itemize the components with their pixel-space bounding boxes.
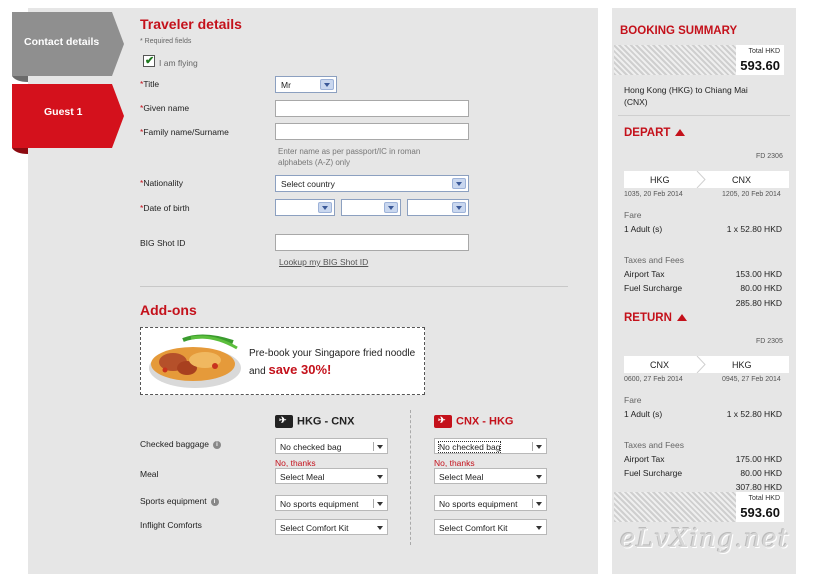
- total-price-bottom: 593.60: [740, 505, 780, 520]
- depart-airport-tax-value: 153.00 HKD: [735, 269, 782, 279]
- comfort-outbound-select[interactable]: Select Comfort Kit: [275, 519, 388, 535]
- return-time: 0600, 27 Feb 2014: [624, 376, 683, 383]
- big-shot-id-input[interactable]: [275, 234, 469, 251]
- arrow-right-icon: [696, 171, 706, 188]
- booking-summary-title: BOOKING SUMMARY: [620, 25, 738, 37]
- return-airport-tax-value: 175.00 HKD: [735, 454, 782, 464]
- return-fuel-label: Fuel Surcharge: [624, 468, 683, 478]
- caret-down-icon: [536, 526, 542, 530]
- i-am-flying-checkbox[interactable]: [143, 55, 155, 67]
- chevron-down-icon: [318, 202, 332, 213]
- name-hint-line1: Enter name as per passport/IC in roman: [278, 147, 421, 156]
- meal-return-select[interactable]: Select Meal: [434, 468, 547, 484]
- i-am-flying-label: I am flying: [159, 58, 198, 68]
- caret-down-icon: [377, 445, 383, 449]
- plane-return-icon: [434, 415, 452, 428]
- depart-flight-bar: HKG CNX: [624, 171, 789, 188]
- banner-headline: Pre-book your Singapore fried noodle: [249, 348, 416, 359]
- checked-baggage-label: Checked baggage i: [140, 439, 221, 449]
- total-price-top: 593.60: [740, 58, 780, 73]
- total-bottom: Total HKD 593.60: [614, 492, 784, 522]
- meal-outbound-select[interactable]: Select Meal: [275, 468, 388, 484]
- total-top: Total HKD 593.60: [614, 45, 784, 75]
- caret-up-icon: [677, 314, 687, 321]
- depart-flight-number: FD 2306: [756, 153, 783, 160]
- return-subtotal: 307.80 HKD: [735, 482, 782, 492]
- return-arrival-time: 0945, 27 Feb 2014: [722, 376, 781, 383]
- banner-subline: and save 30%!: [249, 362, 332, 377]
- baggage-outbound-select[interactable]: No checked bag: [275, 438, 388, 454]
- baggage-return-select[interactable]: No checked bag: [434, 438, 547, 454]
- depart-subtotal: 285.80 HKD: [735, 298, 782, 308]
- return-flight-number: FD 2305: [756, 338, 783, 345]
- sports-return-select[interactable]: No sports equipment: [434, 495, 547, 511]
- depart-toggle[interactable]: DEPART: [624, 127, 685, 139]
- meal-promo-banner[interactable]: [140, 327, 425, 395]
- nationality-select[interactable]: Select country: [275, 175, 469, 192]
- chevron-down-icon: [320, 79, 334, 90]
- fried-noodle-image: [143, 330, 241, 392]
- required-star: *: [140, 178, 144, 188]
- big-shot-id-label: BIG Shot ID: [140, 238, 186, 248]
- caret-down-icon: [377, 526, 383, 530]
- return-fuel-value: 80.00 HKD: [740, 468, 782, 478]
- depart-taxes-label: Taxes and Fees: [624, 255, 685, 265]
- tab-guest-1-shape: [12, 84, 126, 154]
- comfort-return-select[interactable]: Select Comfort Kit: [434, 519, 547, 535]
- traveler-details-title: Traveler details: [140, 16, 242, 32]
- route-outbound-header: ✈HKG - CNX: [275, 415, 354, 428]
- baggage-return-no-thanks: No, thanks: [434, 458, 475, 468]
- info-icon[interactable]: i: [213, 441, 221, 449]
- depart-fuel-value: 80.00 HKD: [740, 283, 782, 293]
- sports-equipment-label: Sports equipment i: [140, 496, 219, 506]
- depart-time: 1035, 20 Feb 2014: [624, 191, 683, 198]
- depart-pax: 1 Adult (s): [624, 224, 663, 234]
- meal-label: Meal: [140, 469, 159, 479]
- return-fare-label: Fare: [624, 395, 642, 405]
- route-description-line1: Hong Kong (HKG) to Chiang Mai: [624, 85, 748, 95]
- required-star: *: [140, 203, 144, 213]
- section-divider: [140, 286, 568, 287]
- arrow-right-icon: [696, 356, 706, 373]
- return-airport-tax-label: Airport Tax: [624, 454, 665, 464]
- chevron-down-icon: [452, 178, 466, 189]
- given-name-label: *Given name: [140, 103, 190, 113]
- caret-up-icon: [675, 129, 685, 136]
- sports-outbound-select[interactable]: No sports equipment: [275, 495, 388, 511]
- dob-day-select[interactable]: [275, 199, 335, 216]
- return-toggle[interactable]: RETURN: [624, 312, 687, 324]
- return-pax: 1 Adult (s): [624, 409, 663, 419]
- depart-arrival-time: 1205, 20 Feb 2014: [722, 191, 781, 198]
- given-name-input[interactable]: [275, 100, 469, 117]
- depart-fare-label: Fare: [624, 210, 642, 220]
- return-taxes-label: Taxes and Fees: [624, 440, 685, 450]
- return-flight-bar: CNX HKG: [624, 356, 789, 373]
- return-fare-value: 1 x 52.80 HKD: [726, 409, 782, 419]
- route-return-header: ✈ CNX - HKG: [434, 415, 513, 428]
- chevron-down-icon: [452, 202, 466, 213]
- summary-divider: [618, 115, 790, 116]
- title-select[interactable]: Mr: [275, 76, 337, 93]
- caret-down-icon: [536, 475, 542, 479]
- dob-year-select[interactable]: [407, 199, 469, 216]
- tab-guest-1[interactable]: Guest 1: [44, 106, 83, 118]
- required-star: *: [140, 79, 144, 89]
- date-of-birth-label: *Date of birth: [140, 203, 190, 213]
- watermark: eLvXing.net: [620, 524, 790, 554]
- baggage-outbound-no-thanks: No, thanks: [275, 458, 316, 468]
- family-name-input[interactable]: [275, 123, 469, 140]
- inflight-comforts-label: Inflight Comforts: [140, 520, 202, 530]
- tab-contact-details[interactable]: Contact details: [24, 36, 100, 48]
- family-name-label: *Family name/Surname: [140, 127, 229, 137]
- caret-down-icon: [536, 502, 542, 506]
- plane-departure-icon: [275, 415, 293, 428]
- title-label: *Title: [140, 79, 160, 89]
- dob-month-select[interactable]: [341, 199, 401, 216]
- depart-fare-value: 1 x 52.80 HKD: [726, 224, 782, 234]
- info-icon[interactable]: i: [211, 498, 219, 506]
- nationality-label: *Nationality: [140, 178, 183, 188]
- depart-fuel-label: Fuel Surcharge: [624, 283, 683, 293]
- required-fields-note: * Required fields: [140, 38, 192, 45]
- name-hint-line2: alphabets (A-Z) only: [278, 158, 351, 167]
- required-star: *: [140, 127, 144, 137]
- add-ons-title: Add-ons: [140, 302, 197, 318]
- caret-down-icon: [536, 445, 542, 449]
- caret-down-icon: [377, 502, 383, 506]
- route-description-line2: (CNX): [624, 97, 648, 107]
- chevron-down-icon: [384, 202, 398, 213]
- depart-airport-tax-label: Airport Tax: [624, 269, 665, 279]
- required-star: *: [140, 103, 144, 113]
- lookup-big-shot-link[interactable]: Lookup my BIG Shot ID: [279, 257, 369, 267]
- caret-down-icon: [377, 475, 383, 479]
- route-divider: [410, 410, 411, 545]
